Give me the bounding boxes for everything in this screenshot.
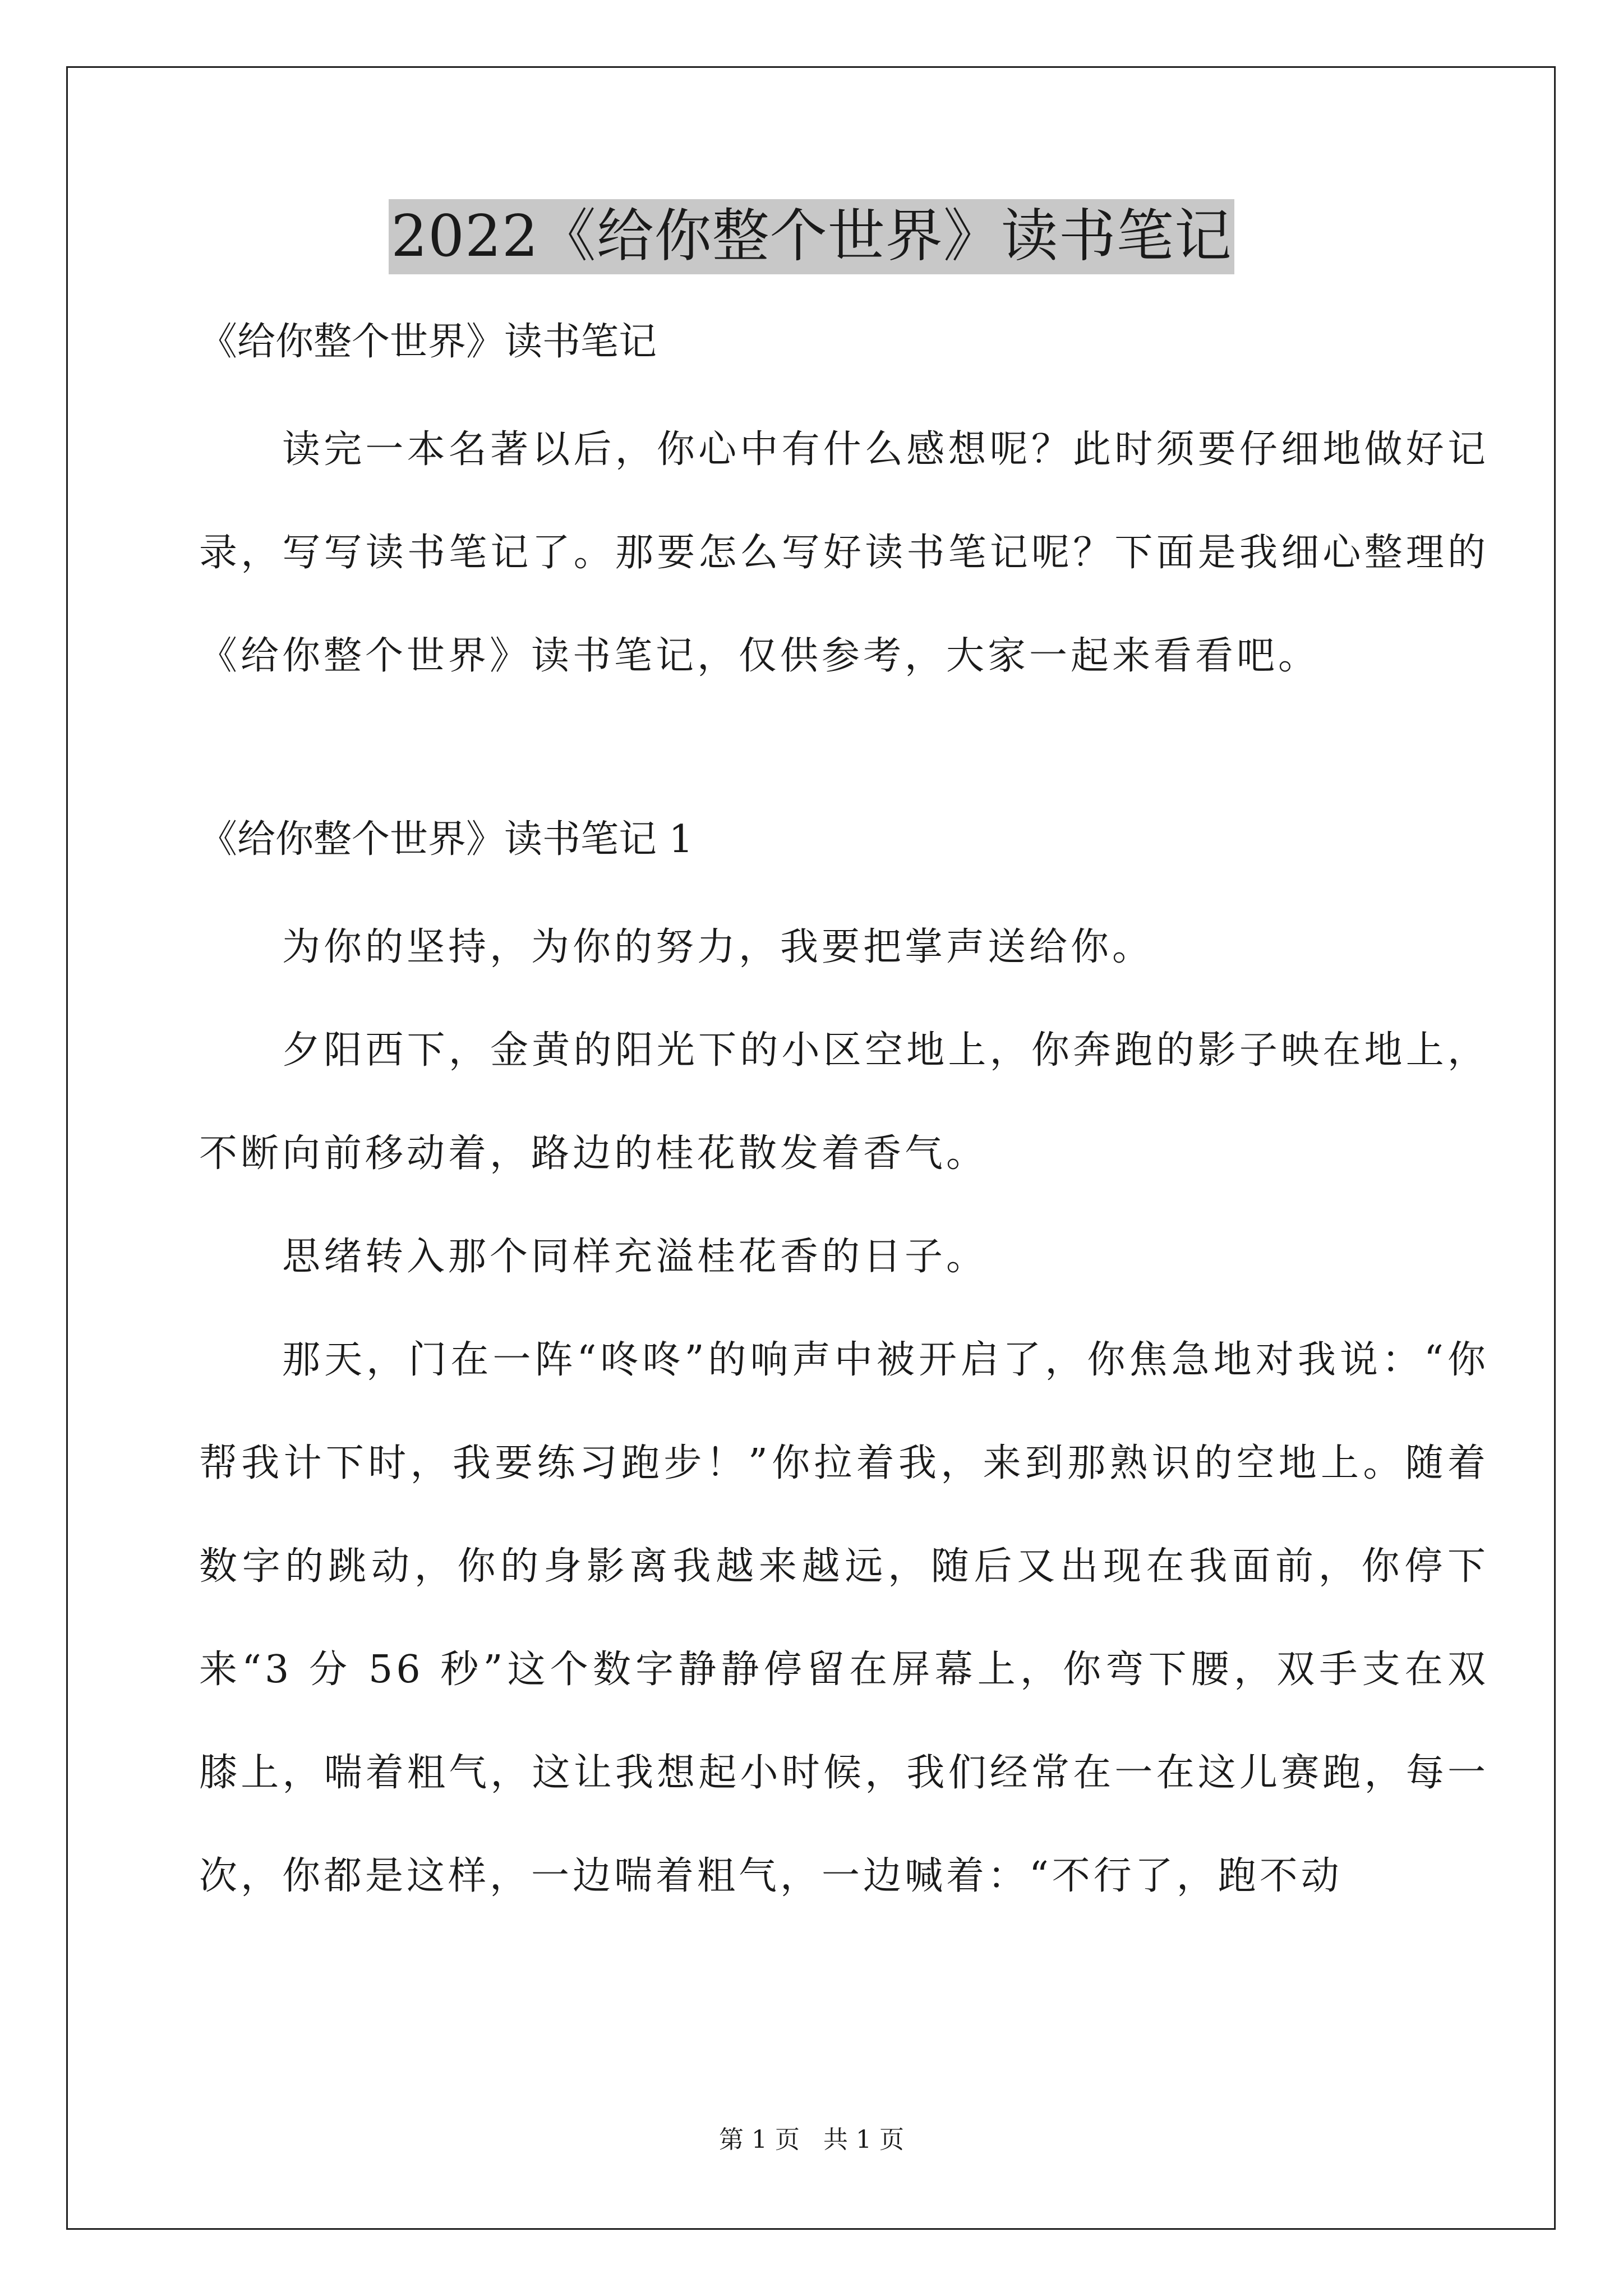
document-title: 2022《给你整个世界》读书笔记: [389, 199, 1234, 274]
body-paragraph: 为你的坚持，为你的努力，我要把掌声送给你。: [282, 925, 1154, 969]
subtitle: 《给你整个世界》读书笔记: [199, 320, 657, 364]
body-paragraph: 那天，门在一阵“咚咚”的响声中被开启了，你焦急地对我说：“你帮我计下时，我要练习跑步！”你拉着我，来到那熟识的空地上。随着数字的跳动，你的身影离我越来越远，随后又出现在我面前，你停下来“3 分 56 秒”这个数字静静停留在屏幕上，你弯下腰，双手支在双膝上，喘着粗气，这让我想起小时候，我们经常在一在这儿赛跑，每一次，你都是这样，一边喘着粗气，一边喊着：“不行了，跑不动: [199, 1338, 1489, 1898]
title-container: [0, 199, 1623, 274]
section-heading: 《给你整个世界》读书笔记 1: [199, 817, 693, 862]
body-paragraph: 思绪转入那个同样充溢桂花香的日子。: [282, 1235, 988, 1279]
spacer: [199, 868, 1489, 896]
document-body: [199, 314, 1489, 1928]
spacer: [199, 708, 1489, 812]
spacer: [199, 370, 1489, 398]
intro-paragraph: 读完一本名著以后，你心中有什么感想呢？此时须要仔细地做好记录，写写读书笔记了。那要怎么写好读书笔记呢？下面是我细心整理的《给你整个世界》读书笔记，仅供参考，大家一起来看看吧。: [199, 427, 1489, 678]
body-paragraph: 夕阳西下，金黄的阳光下的小区空地上，你奔跑的影子映在地上，不断向前移动着，路边的桂花散发着香气。: [199, 1028, 1489, 1176]
page-footer: 第 1 页 共 1 页: [719, 2125, 904, 2154]
